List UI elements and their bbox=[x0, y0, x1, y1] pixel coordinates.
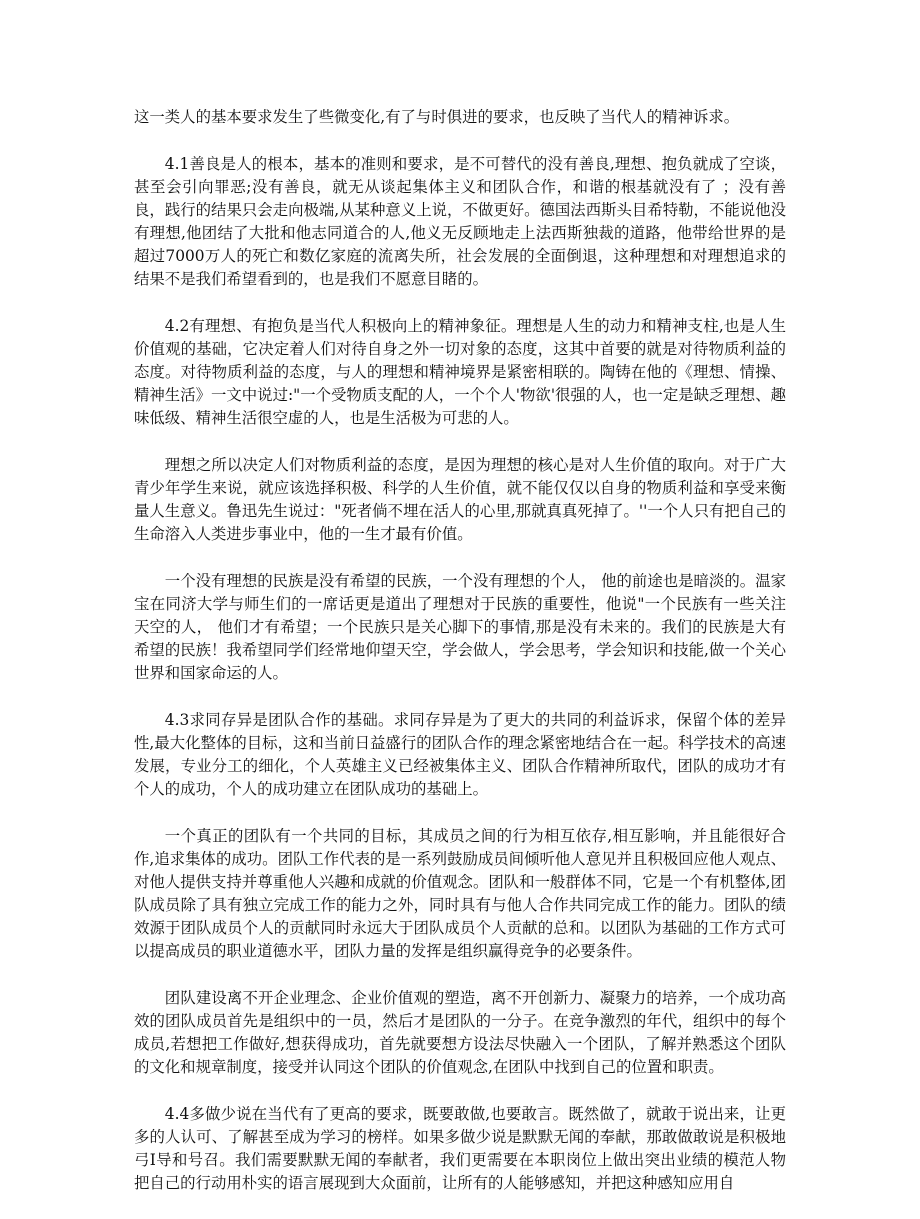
document-body bbox=[134, 106, 786, 1219]
paragraph-nation-ideal: 一个没有理想的民族是没有希望的民族，一个没有理想的个人， 他的前途也是暗淡的。温家宝在同济大学与师生们的一席话更是道出了理想对于民族的重要性，他说"一个民族有一些关注天空的人， 他们才有希望；一个民族只是关心脚下的事情,那是没有未来的。我们的民族是大有希望的民族！我希望同学们经常地仰望天空，学会做人，学会思考，学会知识和技能,做一个关心世界和国家命运的人。 bbox=[134, 572, 786, 682]
paragraph-section-4-1: 4.1善良是人的根本，基本的准则和要求，是不可替代的没有善良,理想、抱负就成了空谈，甚至会引向罪恶;没有善良，就无从谈起集体主义和团队合作，和谐的根基就没有了 ；没有善良，践行的结果只会走向极端,从某种意义上说，不做更好。德国法西斯头目希特勒，不能说他没有理想,他团结了大批和他志同道合的人,他义无反顾地走上法西斯独裁的道路，他带给世界的是超过7000万人的死亡和数亿家庭的流离失所，社会发展的全面倒退，这种理想和对理想追求的结果不是我们希望看到的，也是我们不愿意目睹的。 bbox=[134, 155, 786, 288]
paragraph-ideal-value: 理想之所以决定人们对物质利益的态度，是因为理想的核心是对人生价值的取向。对于广大青少年学生来说，就应该选择积极、科学的人生价值，就不能仅仅以自身的物质利益和享受来衡量人生意义。鲁迅先生说过："死者倘不埋在活人的心里,那就真真死掉了。''一个人只有把自己的生命溶入人类进步事业中，他的一生才最有价值。 bbox=[134, 456, 786, 543]
paragraph-team-building: 团队建设离不开企业理念、企业价值观的塑造，离不开创新力、凝聚力的培养，一个成功高效的团队成员首先是组织中的一员，然后才是团队的一分子。在竞争激烈的年代，组织中的每个成员,若想把工作做好,想获得成功，首先就要想方设法尽快融入一个团队，了解并熟悉这个团队的文化和规章制度，接受并认同这个团队的价值观念,在团队中找到自己的位置和职责。 bbox=[134, 989, 786, 1076]
paragraph-team-definition: 一个真正的团队有一个共同的目标，其成员之间的行为相互依存,相互影响，并且能很好合作,追求集体的成功。团队工作代表的是一系列鼓励成员间倾听他人意见并且积极回应他人观点、对他人提供支持并尊重他人兴趣和成就的价值观念。团队和一般群体不同，它是一个有机整体,团队成员除了具有独立完成工作的能力之外，同时具有与他人合作共同完成工作的能力。团队的绩效源于团队成员个人的贡献同时永远大于团队成员个人贡献的总和。以团队为基础的工作方式可以提高成员的职业道德水平，团队力量的发挥是组织赢得竞争的必要条件。 bbox=[134, 827, 786, 960]
paragraph-intro-continuation: 这一类人的基本要求发生了些微变化,有了与时俱进的要求，也反映了当代人的精神诉求。 bbox=[134, 108, 740, 126]
paragraph-section-4-3: 4.3求同存异是团队合作的基础。求同存异是为了更大的共同的利益诉求，保留个体的差异性,最大化整体的目标，这和当前日益盛行的团队合作的理念紧密地结合在一起。科学技术的高速发展，专业分工的细化，个人英雄主义已经被集体主义、团队合作精神所取代，团队的成功才有个人的成功，个人的成功建立在团队成功的基础上。 bbox=[134, 711, 786, 798]
paragraph-section-4-2: 4.2有理想、有抱负是当代人积极向上的精神象征。理想是人生的动力和精神支柱,也是人生价值观的基础，它决定着人们对待自身之外一切对象的态度，这其中首要的就是对待物质利益的态度。对待物质利益的态度，与人的理想和精神境界是紧密相联的。陶铸在他的《理想、情操、精神生活》一文中说过:"一个受物质支配的人，一个个人'物欲'很强的人，也一定是缺乏理想、趣味低级、精神生活很空虚的人，也是生活极为可悲的人。 bbox=[134, 317, 786, 427]
paragraph-section-4-4: 4.4多做少说在当代有了更高的要求，既要敢做,也要敢言。既然做了，就敢于说出来，让更多的人认可、了解甚至成为学习的榜样。如果多做少说是默默无闻的奉献，那敢做敢说是积极地弓I导和号召。我们需要默默无闻的奉献者，我们更需要在本职岗位上做出突出业绩的模范人物把自己的行动用朴实的语言展现到大众面前，让所有的人能够感知，并把这种感知应用自 bbox=[134, 1105, 786, 1192]
